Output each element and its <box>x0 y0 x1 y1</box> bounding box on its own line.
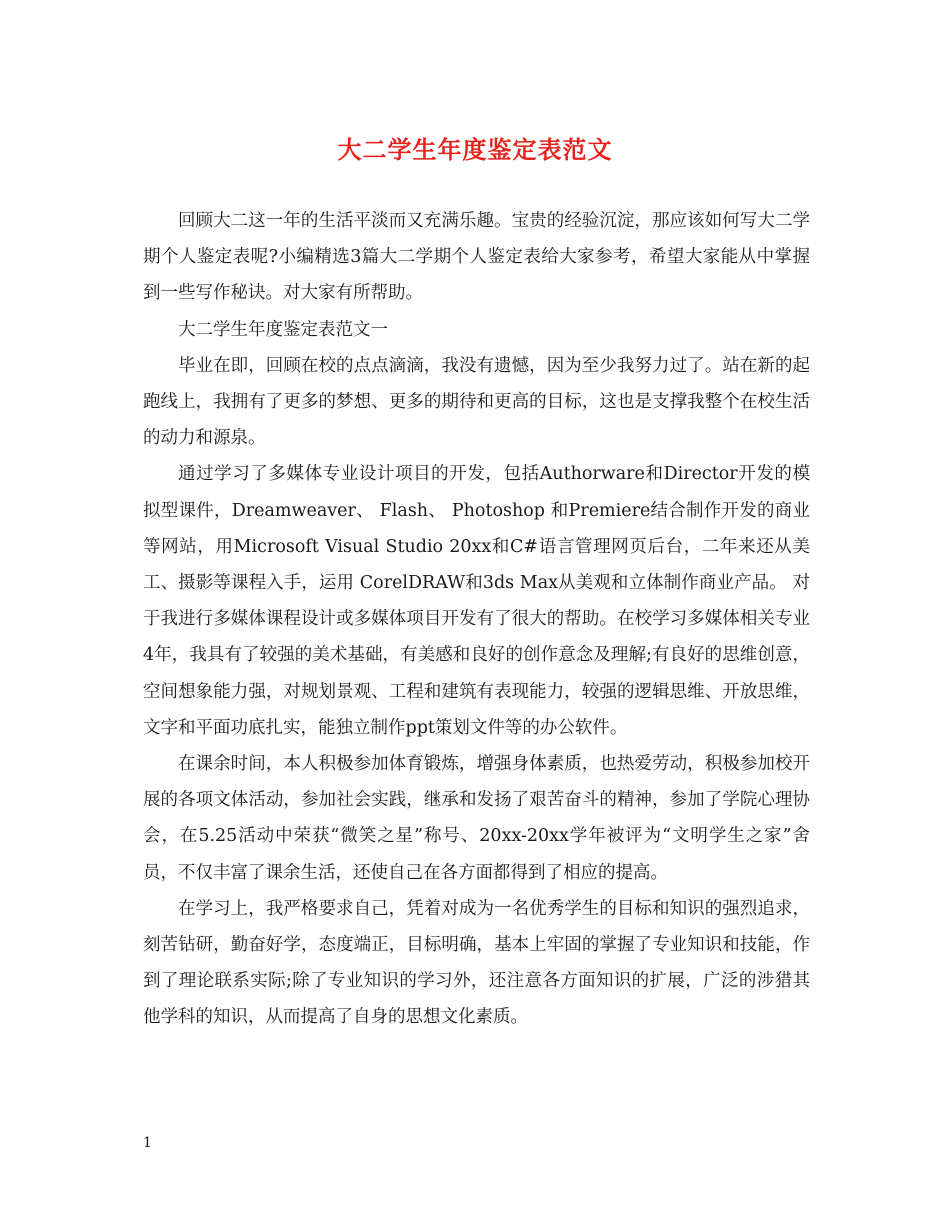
document-title: 大二学生年度鉴定表范文 <box>337 135 613 164</box>
document-body <box>143 203 810 1036</box>
page-number: 1 <box>143 1135 152 1151</box>
body-paragraph: 在学习上，我严格要求自己，凭着对成为一名优秀学生的目标和知识的强烈追求，刻苦钻研，勤奋好学，态度端正，目标明确，基本上牢固的掌握了专业知识和技能，作到了理论联系实际;除了专业知识的学习外，还注意各方面知识的扩展，广泛的涉猎其他学科的知识，从而提高了自身的思想文化素质。 <box>143 898 810 1028</box>
body-paragraph: 通过学习了多媒体专业设计项目的开发，包括Authorware和Director开发的模拟型课件，Dreamweaver、 Flash、 Photoshop 和Premiere结合制作开发的商业等网站，用Microsoft Visual Studio 20xx和C#语言管理网页后台，二年来还从美工、摄影等课程入手，运用 CorelDRAW和3ds Max从美观和立体制作商业产品。 对于我进行多媒体课程设计或多媒体项目开发有了很大的帮助。在校学习多媒体相关专业4年，我具有了较强的美术基础，有美感和良好的创作意念及理解;有良好的思维创意，空间想象能力强，对规划景观、工程和建筑有表现能力，较强的逻辑思维、开放思维，文字和平面功底扎实，能独立制作ppt策划文件等的办公软件。 <box>143 464 810 738</box>
section-heading: 大二学生年度鉴定表范文一 <box>178 319 388 340</box>
body-paragraph: 毕业在即，回顾在校的点点滴滴，我没有遗憾，因为至少我努力过了。站在新的起跑线上，我拥有了更多的梦想、更多的期待和更高的目标，这也是支撑我整个在校生活的动力和源泉。 <box>143 355 810 449</box>
intro-paragraph: 回顾大二这一年的生活平淡而又充满乐趣。宝贵的经验沉淀，那应该如何写大二学期个人鉴定表呢?小编精选3篇大二学期个人鉴定表给大家参考，希望大家能从中掌握到一些写作秘诀。对大家有所帮助。 <box>143 211 810 304</box>
body-paragraph: 在课余时间，本人积极参加体育锻炼，增强身体素质，也热爱劳动，积极参加校开展的各项文体活动，参加社会实践，继承和发扬了艰苦奋斗的精神，参加了学院心理协会，在5.25活动中荣获“微笑之星”称号、20xx-20xx学年被评为“文明学生之家”舍员，不仅丰富了课余生活，还使自己在各方面都得到了相应的提高。 <box>143 754 810 883</box>
